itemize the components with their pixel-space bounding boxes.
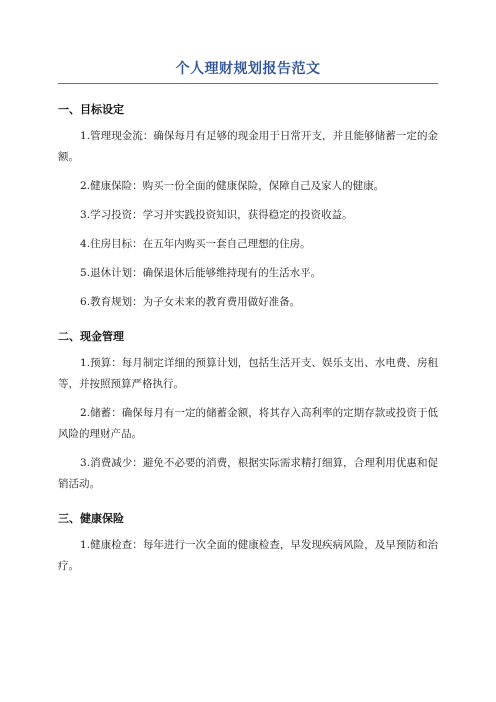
paragraph: 3.消费减少：避免不必要的消费，根据实际需求精打细算，合理利用优惠和促销活动。 xyxy=(58,457,438,490)
paragraph: 2.储蓄：确保每月有一定的储蓄金额，将其存入高利率的定期存款或投资于低风险的理财产品。 xyxy=(58,407,438,440)
paragraph: 6.教育规划：为子女未来的教育费用做好准备。 xyxy=(80,296,301,308)
paragraph: 1.管理现金流：确保每月有足够的现金用于日常开支，并且能够储蓄一定的金额。 xyxy=(58,130,438,163)
paragraph: 1.预算：每月制定详细的预算计划，包括生活开支、娱乐支出、水电费、房租等，并按照预算严格执行。 xyxy=(58,357,438,390)
document-title: 个人理财规划报告范文 xyxy=(58,58,438,84)
paragraph: 2.健康保险：购买一份全面的健康保险，保障自己及家人的健康。 xyxy=(80,180,385,192)
paragraph: 3.学习投资：学习并实践投资知识，获得稳定的投资收益。 xyxy=(80,209,353,221)
section-heading: 二、现金管理 xyxy=(58,330,124,343)
paragraph: 5.退休计划：确保退休后能够维持现有的生活水平。 xyxy=(80,267,322,279)
section-heading: 一、目标设定 xyxy=(58,103,124,116)
paragraph: 1.健康检查：每年进行一次全面的健康检查，早发现疾病风险，及早预防和治疗。 xyxy=(58,539,438,572)
section-heading: 三、健康保险 xyxy=(58,512,124,525)
section-goal-setting xyxy=(58,102,438,313)
paragraph: 4.住房目标：在五年内购买一套自己理想的住房。 xyxy=(80,238,311,250)
section-cash-management xyxy=(58,329,438,495)
section-health-insurance xyxy=(58,511,438,577)
